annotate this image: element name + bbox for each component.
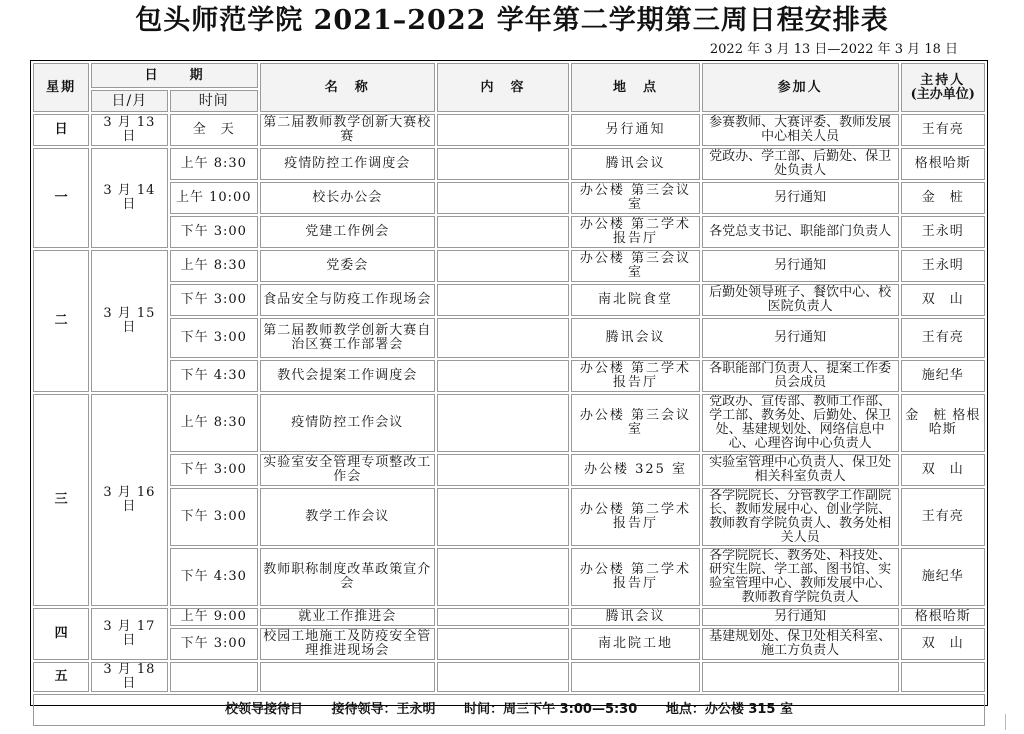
location-cell: 办公楼 325 室	[571, 454, 700, 486]
attendees-cell: 各学院院长、教务处、科技处、研究生院、学工部、图书馆、实验室管理中心、教师发展中心、教师教育学院负责人	[702, 548, 899, 606]
header-host-sub: (主办单位)	[910, 86, 975, 102]
host-cell: 王有亮	[901, 318, 985, 358]
event-content-cell	[437, 148, 570, 180]
event-content-cell	[437, 488, 570, 546]
location-cell: 办公楼 第三会议室	[571, 182, 700, 214]
table-row	[33, 148, 985, 180]
table-row	[33, 662, 985, 692]
reception-day	[33, 694, 985, 726]
table-row	[33, 548, 985, 606]
host-cell: 格根哈斯	[901, 608, 985, 626]
time-cell: 下午 3:00	[170, 318, 258, 358]
schedule-frame	[30, 60, 988, 717]
table-row	[33, 394, 985, 452]
footer-body	[33, 694, 985, 726]
weekday-cell: 一	[33, 148, 89, 248]
attendees-cell: 各学院院长、分管教学工作副院长、教师发展中心、创业学院、教师教育学院负责人、教务处相关人员	[702, 488, 899, 546]
host-cell: 施纪华	[901, 360, 985, 392]
schedule-body	[33, 63, 985, 692]
location-cell: 腾讯会议	[571, 318, 700, 358]
event-name-cell: 疫情防控工作会议	[260, 394, 435, 452]
reception-leader: 接待领导：王永明	[331, 702, 436, 717]
reception-time: 时间：周三下午 3:00—5:30	[464, 702, 638, 717]
event-content-cell	[437, 608, 570, 626]
host-cell: 金 桩	[901, 182, 985, 214]
attendees-cell	[702, 662, 899, 692]
location-cell: 办公楼 第二学术报告厅	[571, 548, 700, 606]
location-cell: 南北院工地	[571, 628, 700, 660]
time-cell: 上午 8:30	[170, 148, 258, 180]
time-cell: 全 天	[170, 114, 258, 146]
event-content-cell	[437, 454, 570, 486]
event-content-cell	[437, 114, 570, 146]
date-range: 2022 年 3 月 13 日—2022 年 3 月 18 日	[709, 42, 958, 57]
attendees-cell: 实验室管理中心负责人、保卫处相关科室负责人	[702, 454, 899, 486]
host-cell: 双 山	[901, 628, 985, 660]
header-attendees: 参加人	[702, 63, 899, 112]
weekday-cell: 四	[33, 608, 89, 660]
event-content-cell	[437, 284, 570, 316]
time-cell: 下午 3:00	[170, 216, 258, 248]
host-cell: 金 桩 格根哈斯	[901, 394, 985, 452]
attendees-cell: 后勤处领导班子、餐饮中心、校医院负责人	[702, 284, 899, 316]
table-row	[33, 360, 985, 392]
date-cell: 3 月 14 日	[91, 148, 167, 248]
event-content-cell	[437, 662, 570, 692]
time-cell: 下午 4:30	[170, 360, 258, 392]
attendees-cell: 党政办、宣传部、教师工作部、学工部、教务处、后勤处、保卫处、基建规划处、网络信息中心、心理咨询中心负责人	[702, 394, 899, 452]
attendees-cell: 另行通知	[702, 250, 899, 282]
event-name-cell: 党委会	[260, 250, 435, 282]
attendees-cell: 党政办、学工部、后勤处、保卫处负责人	[702, 148, 899, 180]
location-cell: 办公楼 第二学术报告厅	[571, 360, 700, 392]
table-row	[33, 628, 985, 660]
header-host	[901, 63, 985, 112]
event-content-cell	[437, 394, 570, 452]
host-cell: 双 山	[901, 454, 985, 486]
event-name-cell: 实验室安全管理专项整改工作会	[260, 454, 435, 486]
weekday-cell: 日	[33, 114, 89, 146]
event-name-cell: 教学工作会议	[260, 488, 435, 546]
host-cell: 双 山	[901, 284, 985, 316]
location-cell: 办公楼 第二学术报告厅	[571, 216, 700, 248]
reception-place: 地点：办公楼 315 室	[665, 702, 794, 717]
event-name-cell: 食品安全与防疫工作现场会	[260, 284, 435, 316]
header-location: 地 点	[571, 63, 700, 112]
attendees-cell: 另行通知	[702, 318, 899, 358]
footer-row	[33, 694, 985, 726]
attendees-cell: 参赛教师、大赛评委、教师发展中心相关人员	[702, 114, 899, 146]
time-cell: 下午 3:00	[170, 454, 258, 486]
table-row	[33, 608, 985, 626]
schedule-table	[31, 61, 987, 728]
event-name-cell: 就业工作推进会	[260, 608, 435, 626]
event-content-cell	[437, 548, 570, 606]
header-date-sub: 日/月	[91, 90, 167, 112]
event-name-cell: 第二届教师教学创新大赛校赛	[260, 114, 435, 146]
page-title: 包头师范学院 2021–2022 学年第二学期第三周日程安排表	[135, 5, 889, 36]
date-cell: 3 月 18 日	[91, 662, 167, 692]
location-cell: 办公楼 第三会议室	[571, 394, 700, 452]
event-name-cell: 教代会提案工作调度会	[260, 360, 435, 392]
event-name-cell: 疫情防控工作调度会	[260, 148, 435, 180]
header-name: 名 称	[260, 63, 435, 112]
table-row	[33, 284, 985, 316]
event-name-cell: 党建工作例会	[260, 216, 435, 248]
header-date: 日 期	[91, 63, 258, 88]
host-cell: 王永明	[901, 250, 985, 282]
event-content-cell	[437, 360, 570, 392]
event-name-cell	[260, 662, 435, 692]
time-cell: 下午 4:30	[170, 548, 258, 606]
event-content-cell	[437, 182, 570, 214]
time-cell: 下午 3:00	[170, 628, 258, 660]
date-cell: 3 月 16 日	[91, 394, 167, 606]
header-row	[33, 63, 985, 88]
location-cell: 南北院食堂	[571, 284, 700, 316]
table-row	[33, 454, 985, 486]
date-cell: 3 月 17 日	[91, 608, 167, 660]
table-row	[33, 488, 985, 546]
table-row	[33, 114, 985, 146]
time-cell: 下午 3:00	[170, 488, 258, 546]
table-row	[33, 216, 985, 248]
host-cell: 王有亮	[901, 488, 985, 546]
host-cell: 施纪华	[901, 548, 985, 606]
event-name-cell: 第二届教师教学创新大赛自治区赛工作部署会	[260, 318, 435, 358]
location-cell: 办公楼 第三会议室	[571, 250, 700, 282]
attendees-cell: 另行通知	[702, 608, 899, 626]
weekday-cell: 二	[33, 250, 89, 392]
location-cell	[571, 662, 700, 692]
host-cell	[901, 662, 985, 692]
time-cell: 下午 3:00	[170, 284, 258, 316]
time-cell: 上午 9:00	[170, 608, 258, 626]
page-edge-mark	[1005, 714, 1006, 730]
table-row	[33, 318, 985, 358]
location-cell: 办公楼 第二学术报告厅	[571, 488, 700, 546]
event-content-cell	[437, 318, 570, 358]
location-cell: 另行通知	[571, 114, 700, 146]
event-name-cell: 校园工地施工及防疫安全管理推进现场会	[260, 628, 435, 660]
header-weekday: 星期	[33, 63, 89, 112]
date-cell: 3 月 13 日	[91, 114, 167, 146]
time-cell: 上午 8:30	[170, 394, 258, 452]
event-content-cell	[437, 250, 570, 282]
event-name-cell: 教师职称制度改革政策宣介会	[260, 548, 435, 606]
attendees-cell: 各职能部门负责人、提案工作委员会成员	[702, 360, 899, 392]
header-content: 内 容	[437, 63, 570, 112]
weekday-cell: 三	[33, 394, 89, 606]
event-content-cell	[437, 216, 570, 248]
reception-label: 校领导接待日	[224, 702, 303, 717]
event-name-cell: 校长办公会	[260, 182, 435, 214]
event-content-cell	[437, 628, 570, 660]
attendees-cell: 基建规划处、保卫处相关科室、施工方负责人	[702, 628, 899, 660]
time-cell: 上午 10:00	[170, 182, 258, 214]
time-cell	[170, 662, 258, 692]
table-row	[33, 182, 985, 214]
attendees-cell: 另行通知	[702, 182, 899, 214]
header-host-label: 主持人	[920, 72, 966, 88]
location-cell: 腾讯会议	[571, 148, 700, 180]
time-cell: 上午 8:30	[170, 250, 258, 282]
host-cell: 王有亮	[901, 114, 985, 146]
weekday-cell: 五	[33, 662, 89, 692]
host-cell: 王永明	[901, 216, 985, 248]
host-cell: 格根哈斯	[901, 148, 985, 180]
table-row	[33, 250, 985, 282]
location-cell: 腾讯会议	[571, 608, 700, 626]
header-time-sub: 时间	[170, 90, 258, 112]
date-cell: 3 月 15 日	[91, 250, 167, 392]
attendees-cell: 各党总支书记、职能部门负责人	[702, 216, 899, 248]
